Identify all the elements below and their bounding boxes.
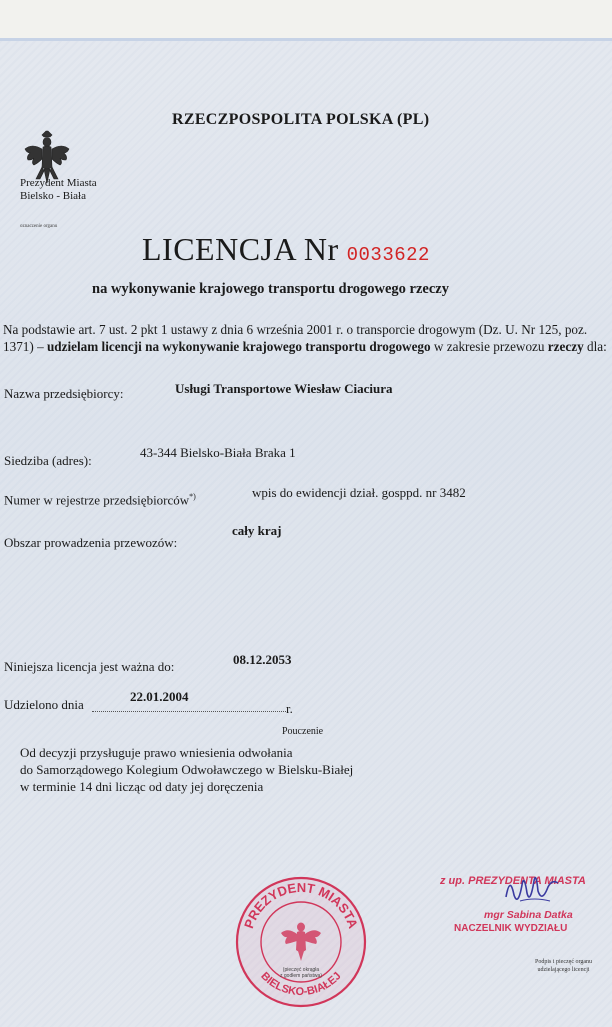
licence-title <box>142 231 430 268</box>
signature-stamp <box>432 865 607 935</box>
pouczenie-text <box>20 744 353 795</box>
seal-bottom-text: BIELSKO-BIAŁEJ <box>258 970 344 999</box>
seal-top-text: PREZYDENT MIASTA <box>241 879 361 931</box>
pouczenie-line-3: w terminie 14 dni licząc od daty jej doręczenia <box>20 779 264 794</box>
republic-heading: RZECZPOSPOLITA POLSKA (PL) <box>172 111 430 128</box>
issuer-line-2: Bielsko - Biała <box>20 190 86 202</box>
pouczenie-line-1: Od decyzji przysługuje prawo wniesienia odwołania <box>20 745 293 760</box>
licence-document <box>0 38 612 1027</box>
valid-until-label: Niniejsza licencja jest ważna do: <box>4 659 175 674</box>
legal-text-4: rzeczy <box>547 339 584 354</box>
signature-stamp-line-3: NACZELNIK WYDZIAŁU <box>454 923 568 934</box>
organ-label: oznaczenie organu <box>20 224 58 229</box>
legal-text-1: Na podstawie art. 7 ust. 2 pkt 1 ustawy z dnia 6 września 2001 r. o transporcie drogowym (Dz. U. Nr 125, poz. 1371) – <box>3 322 588 354</box>
pouczenie-line-2: do Samorządowego Kolegium Odwoławczego w Bielsku-Białej <box>20 762 354 777</box>
area-label: Obszar prowadzenia przewozów: <box>4 535 178 550</box>
area-value: cały kraj <box>232 523 282 538</box>
issued-date-suffix: r. <box>286 701 293 716</box>
licence-title-text: LICENCJA Nr <box>142 231 339 267</box>
signature-stamp-line-2: mgr Sabina Datka <box>484 909 573 921</box>
signature-caption-line-1: Podpis i pieczęć organu <box>535 959 593 965</box>
company-value: Usługi Transportowe Wiesław Ciaciura <box>175 381 393 396</box>
seal-center-line-2: z godłem państwa) <box>280 973 322 979</box>
issued-label: Udzielono dnia <box>4 697 84 712</box>
register-value: wpis do ewidencji dział. gosppd. nr 3482 <box>252 485 466 500</box>
issuer-block <box>20 177 140 203</box>
legal-text-5: dla: <box>583 339 607 354</box>
legal-basis-paragraph <box>3 321 609 355</box>
register-footnote-mark: *) <box>189 492 196 501</box>
pouczenie-heading: Pouczenie <box>282 726 324 737</box>
valid-until-value: 08.12.2053 <box>233 652 292 667</box>
issued-date-value: 22.01.2004 <box>130 689 189 704</box>
licence-subtitle: na wykonywanie krajowego transportu drogowego rzeczy <box>92 281 449 297</box>
legal-text-2: udzielam licencji na wykonywanie krajowego transportu drogowego <box>46 339 431 354</box>
signature-caption <box>535 958 592 974</box>
round-seal-icon <box>234 875 368 1009</box>
licence-number: 0033622 <box>346 244 430 266</box>
legal-text-3: w zakresie przewozu <box>430 339 548 354</box>
handwritten-signature <box>500 867 562 913</box>
register-label-text: Numer w rejestrze przedsiębiorców <box>4 492 190 508</box>
company-label: Nazwa przedsiębiorcy: <box>4 386 124 401</box>
issued-date-dotted-line <box>92 711 288 712</box>
address-label: Siedziba (adres): <box>4 453 92 468</box>
signature-caption-line-2: udzielającego licencji <box>537 967 590 973</box>
issuer-line-1: Prezydent Miasta <box>20 177 97 189</box>
register-label <box>4 492 196 508</box>
seal-center-line-1: (pieczęć okrągła <box>282 967 320 973</box>
signature-stamp-line-1: z up. PREZYDENTA MIASTA <box>440 875 586 887</box>
address-value: 43-344 Bielsko-Biała Braka 1 <box>140 445 296 460</box>
